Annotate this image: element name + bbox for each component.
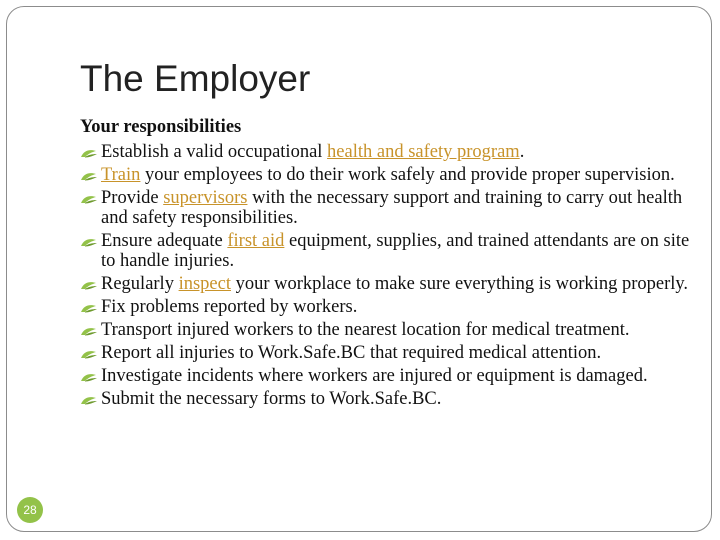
bullet-link[interactable]: supervisors bbox=[163, 188, 248, 208]
leaf-arrow-icon bbox=[80, 171, 98, 182]
bullet-item bbox=[80, 165, 690, 185]
bullet-text: Regularly bbox=[101, 274, 179, 294]
bullet-text: your workplace to make sure everything is working properly. bbox=[230, 274, 689, 294]
leaf-arrow-icon bbox=[80, 326, 98, 337]
leaf-arrow-icon bbox=[80, 349, 98, 360]
bullet-text: Establish a valid occupational bbox=[101, 142, 328, 162]
bullet-text: Provide bbox=[101, 188, 164, 208]
bullet-list bbox=[80, 142, 690, 409]
leaf-arrow-icon bbox=[80, 303, 98, 314]
bullet-text: Report all injuries to Work.Safe.BC that required medical attention. bbox=[101, 343, 602, 363]
slide-title: The Employer bbox=[80, 58, 311, 99]
bullet-item bbox=[80, 297, 690, 317]
slide-content bbox=[80, 116, 690, 409]
subheading: Your responsibilities bbox=[80, 117, 242, 137]
bullet-item bbox=[80, 142, 690, 162]
bullet-link[interactable]: inspect bbox=[178, 274, 231, 294]
leaf-arrow-icon bbox=[80, 194, 98, 205]
bullet-item bbox=[80, 274, 690, 294]
bullet-text: Ensure adequate bbox=[101, 231, 228, 251]
leaf-arrow-icon bbox=[80, 395, 98, 406]
bullet-item bbox=[80, 366, 690, 386]
bullet-link[interactable]: Train bbox=[101, 165, 141, 185]
leaf-arrow-icon bbox=[80, 280, 98, 291]
bullet-text: Investigate incidents where workers are injured or equipment is damaged. bbox=[101, 366, 648, 386]
leaf-arrow-icon bbox=[80, 372, 98, 383]
leaf-arrow-icon bbox=[80, 148, 98, 159]
bullet-item bbox=[80, 231, 690, 271]
bullet-text: Fix problems reported by workers. bbox=[101, 297, 358, 317]
page-number: 28 bbox=[17, 497, 43, 523]
bullet-item bbox=[80, 389, 690, 409]
bullet-text: Submit the necessary forms to Work.Safe.BC. bbox=[101, 389, 442, 409]
bullet-item bbox=[80, 188, 690, 228]
bullet-item bbox=[80, 343, 690, 363]
bullet-text: your employees to do their work safely and provide proper supervision. bbox=[140, 165, 675, 185]
bullet-text: equipment, supplies, and trained attendants are on site to handle injuries. bbox=[101, 231, 690, 271]
bullet-item bbox=[80, 320, 690, 340]
bullet-text: with the necessary support and training to carry out health and safety responsibilities. bbox=[101, 188, 683, 228]
bullet-link[interactable]: first aid bbox=[227, 231, 285, 251]
bullet-text: . bbox=[519, 142, 525, 162]
bullet-link[interactable]: health and safety program bbox=[327, 142, 520, 162]
leaf-arrow-icon bbox=[80, 237, 98, 248]
bullet-text: Transport injured workers to the nearest location for medical treatment. bbox=[101, 320, 630, 340]
